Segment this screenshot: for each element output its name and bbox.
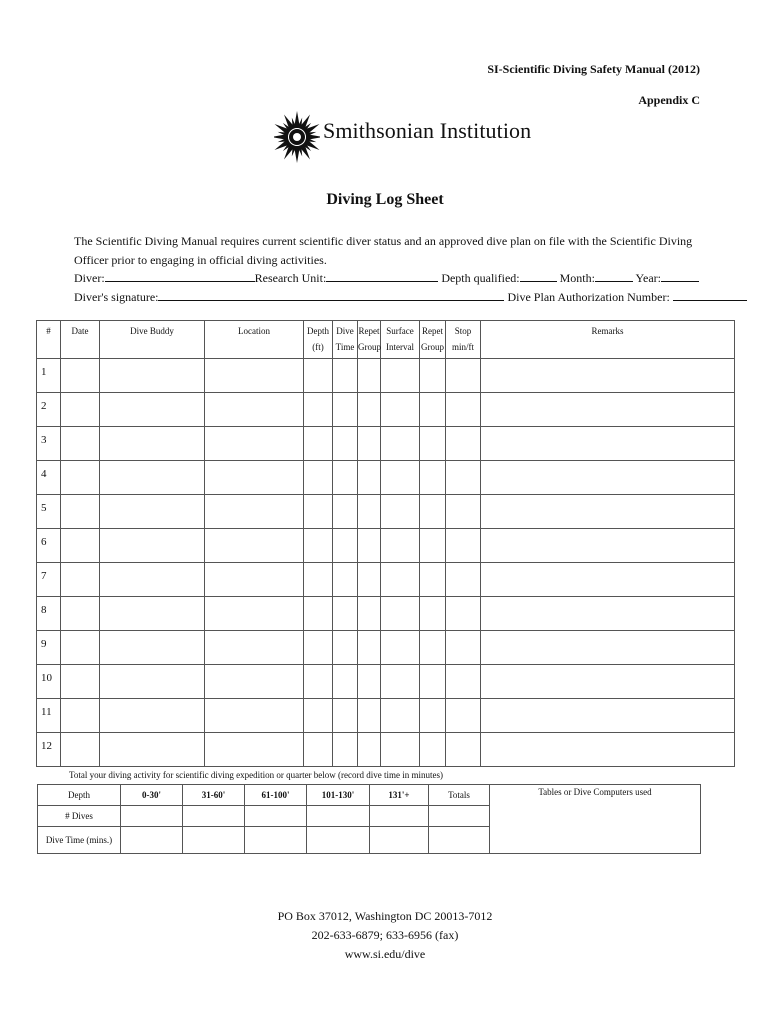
log-cell[interactable]: [420, 597, 446, 631]
log-cell[interactable]: [381, 733, 420, 767]
log-cell[interactable]: [100, 665, 205, 699]
log-cell[interactable]: [61, 461, 100, 495]
log-cell[interactable]: [420, 393, 446, 427]
time-cell[interactable]: [183, 827, 245, 854]
log-cell[interactable]: [333, 359, 358, 393]
log-cell[interactable]: [481, 495, 735, 529]
log-cell[interactable]: [446, 563, 481, 597]
log-cell[interactable]: [481, 427, 735, 461]
log-cell[interactable]: [61, 563, 100, 597]
dives-cell[interactable]: [370, 806, 429, 827]
tables-or-computers[interactable]: [490, 785, 701, 854]
table-row: [37, 631, 735, 665]
log-cell[interactable]: [304, 495, 333, 529]
table-row: [37, 733, 735, 767]
col-surface-interval: Surface Interval: [381, 321, 420, 359]
log-cell[interactable]: [381, 495, 420, 529]
log-cell[interactable]: [420, 699, 446, 733]
intro-text: The Scientific Diving Manual requires current scientific diver status and an approved dive plan on file with the Scientific Diving Officer prior to engaging in official diving activities.: [74, 234, 693, 267]
footer-web: www.si.edu/dive: [344, 947, 426, 961]
smithsonian-sunburst-icon: [274, 108, 320, 166]
log-cell[interactable]: [381, 393, 420, 427]
log-cell[interactable]: [61, 665, 100, 699]
time-cell[interactable]: [307, 827, 370, 854]
row-number: 7: [37, 563, 61, 597]
log-cell[interactable]: [205, 665, 304, 699]
log-cell[interactable]: [61, 427, 100, 461]
log-cell[interactable]: [381, 699, 420, 733]
log-cell[interactable]: [100, 393, 205, 427]
research-unit-label: Research Unit:: [254, 271, 327, 285]
log-cell[interactable]: [100, 597, 205, 631]
log-cell[interactable]: [481, 733, 735, 767]
log-cell[interactable]: [304, 665, 333, 699]
log-cell[interactable]: [205, 631, 304, 665]
footer-phone: 202-633-6879; 633-6956 (fax): [311, 928, 459, 942]
table-row: [37, 393, 735, 427]
org-name: Smithsonian Institution: [323, 118, 532, 143]
log-cell[interactable]: [481, 393, 735, 427]
dive-log-table: [36, 320, 735, 767]
log-cell[interactable]: [205, 495, 304, 529]
log-cell[interactable]: [100, 733, 205, 767]
log-cell[interactable]: [381, 529, 420, 563]
log-cell[interactable]: [420, 733, 446, 767]
table-row: [37, 597, 735, 631]
log-cell[interactable]: [420, 529, 446, 563]
col-repet-group-2: Repet Group: [420, 321, 446, 359]
range-31-60: 31-60': [183, 785, 245, 806]
col-date: Date: [61, 321, 100, 359]
log-cell[interactable]: [333, 495, 358, 529]
dives-cell[interactable]: [121, 806, 183, 827]
log-cell[interactable]: [481, 631, 735, 665]
log-cell[interactable]: [358, 665, 381, 699]
totals-label: Totals: [429, 785, 490, 806]
log-cell[interactable]: [481, 461, 735, 495]
range-101-130: 101-130': [307, 785, 370, 806]
col-depth: Depth (ft): [304, 321, 333, 359]
log-cell[interactable]: [100, 427, 205, 461]
log-cell[interactable]: [333, 733, 358, 767]
log-cell[interactable]: [481, 529, 735, 563]
log-cell[interactable]: [100, 699, 205, 733]
year-label: Year:: [635, 271, 661, 285]
col-stop: Stop min/ft: [446, 321, 481, 359]
totals-depth-row: [38, 785, 701, 806]
log-cell[interactable]: [205, 427, 304, 461]
time-cell[interactable]: [370, 827, 429, 854]
row-number: 11: [37, 699, 61, 733]
log-cell[interactable]: [420, 563, 446, 597]
appendix-label: Appendix C: [638, 93, 700, 107]
log-cell[interactable]: [205, 597, 304, 631]
log-cell[interactable]: [420, 665, 446, 699]
log-cell[interactable]: [446, 631, 481, 665]
log-cell[interactable]: [304, 631, 333, 665]
log-cell[interactable]: [61, 529, 100, 563]
log-cell[interactable]: [333, 393, 358, 427]
month-label: Month:: [559, 271, 595, 285]
log-cell[interactable]: [358, 461, 381, 495]
log-cell[interactable]: [304, 733, 333, 767]
table-row: [37, 665, 735, 699]
log-cell[interactable]: [481, 359, 735, 393]
log-cell[interactable]: [100, 495, 205, 529]
log-cell[interactable]: [381, 461, 420, 495]
col-location: Location: [205, 321, 304, 359]
log-cell[interactable]: [61, 495, 100, 529]
row-number: 5: [37, 495, 61, 529]
diver-field[interactable]: [105, 270, 255, 282]
dive-time-label: Dive Time (mins.): [38, 827, 121, 854]
log-cell[interactable]: [205, 393, 304, 427]
log-cell[interactable]: [446, 359, 481, 393]
log-cell[interactable]: [304, 529, 333, 563]
depth-qualified-label: Depth qualified:: [441, 271, 520, 285]
research-unit-field[interactable]: [326, 270, 438, 282]
signature-field[interactable]: [158, 289, 504, 301]
range-0-30: 0-30': [121, 785, 183, 806]
log-cell[interactable]: [381, 665, 420, 699]
col-repet-group: Repet Group: [358, 321, 381, 359]
log-cell[interactable]: [304, 427, 333, 461]
log-cell[interactable]: [446, 393, 481, 427]
table-row: [37, 563, 735, 597]
row-number: 3: [37, 427, 61, 461]
dives-cell[interactable]: [307, 806, 370, 827]
range-61-100: 61-100': [245, 785, 307, 806]
log-cell[interactable]: [333, 427, 358, 461]
page-title: Diving Log Sheet: [326, 191, 444, 208]
depth-label: Depth: [38, 785, 121, 806]
log-cell[interactable]: [205, 733, 304, 767]
log-cell[interactable]: [205, 699, 304, 733]
log-cell[interactable]: [381, 427, 420, 461]
log-cell[interactable]: [446, 427, 481, 461]
col-number: #: [37, 321, 61, 359]
diver-info-row: [74, 270, 699, 286]
log-cell[interactable]: [358, 733, 381, 767]
totals-caption: Total your diving activity for scientific diving expedition or quarter below (record dive time in minutes): [69, 770, 444, 780]
log-cell[interactable]: [304, 699, 333, 733]
row-number: 6: [37, 529, 61, 563]
log-cell[interactable]: [446, 699, 481, 733]
time-cell[interactable]: [429, 827, 490, 854]
log-cell[interactable]: [304, 359, 333, 393]
log-cell[interactable]: [61, 393, 100, 427]
log-cell[interactable]: [420, 427, 446, 461]
log-cell[interactable]: [358, 495, 381, 529]
dives-cell[interactable]: [429, 806, 490, 827]
log-cell[interactable]: [333, 597, 358, 631]
log-cell[interactable]: [100, 359, 205, 393]
log-cell[interactable]: [333, 699, 358, 733]
row-number: 1: [37, 359, 61, 393]
log-cell[interactable]: [420, 359, 446, 393]
log-cell[interactable]: [358, 427, 381, 461]
row-number: 2: [37, 393, 61, 427]
log-cell[interactable]: [420, 461, 446, 495]
footer: [0, 907, 770, 964]
log-cell[interactable]: [61, 733, 100, 767]
dives-cell[interactable]: [183, 806, 245, 827]
log-cell[interactable]: [61, 699, 100, 733]
log-cell[interactable]: [304, 461, 333, 495]
col-dive-buddy: Dive Buddy: [100, 321, 205, 359]
log-cell[interactable]: [205, 461, 304, 495]
log-cell[interactable]: [205, 529, 304, 563]
footer-address: PO Box 37012, Washington DC 20013-7012: [277, 909, 493, 923]
log-cell[interactable]: [358, 699, 381, 733]
log-cell[interactable]: [358, 597, 381, 631]
table-row: [37, 427, 735, 461]
log-cell[interactable]: [446, 495, 481, 529]
table-row: [37, 359, 735, 393]
table-row: [37, 699, 735, 733]
log-cell[interactable]: [446, 733, 481, 767]
depth-qualified-field[interactable]: [520, 270, 557, 282]
log-cell[interactable]: [333, 563, 358, 597]
log-cell[interactable]: [333, 529, 358, 563]
log-cell[interactable]: [304, 597, 333, 631]
log-cell[interactable]: [420, 495, 446, 529]
row-number: 10: [37, 665, 61, 699]
log-cell[interactable]: [446, 529, 481, 563]
log-cell[interactable]: [358, 631, 381, 665]
log-cell[interactable]: [61, 597, 100, 631]
manual-title: SI-Scientific Diving Safety Manual (2012): [487, 62, 700, 76]
log-cell[interactable]: [100, 563, 205, 597]
log-header-row: [37, 321, 735, 359]
log-cell[interactable]: [446, 461, 481, 495]
row-number: 4: [37, 461, 61, 495]
log-cell[interactable]: [381, 563, 420, 597]
plan-number-field[interactable]: [673, 289, 747, 301]
log-cell[interactable]: [358, 529, 381, 563]
log-cell[interactable]: [481, 563, 735, 597]
log-cell[interactable]: [481, 597, 735, 631]
time-cell[interactable]: [245, 827, 307, 854]
log-cell[interactable]: [358, 359, 381, 393]
log-cell[interactable]: [304, 563, 333, 597]
log-cell[interactable]: [205, 359, 304, 393]
table-row: [37, 461, 735, 495]
log-cell[interactable]: [481, 665, 735, 699]
log-cell[interactable]: [420, 631, 446, 665]
signature-label: Diver's signature:: [74, 290, 159, 304]
log-cell[interactable]: [481, 699, 735, 733]
log-cell[interactable]: [304, 393, 333, 427]
row-number: 8: [37, 597, 61, 631]
col-dive-time: Dive Time: [333, 321, 358, 359]
month-field[interactable]: [595, 270, 633, 282]
log-cell[interactable]: [446, 665, 481, 699]
log-cell[interactable]: [205, 563, 304, 597]
log-cell[interactable]: [61, 359, 100, 393]
diver-label: Diver:: [74, 271, 105, 285]
log-cell[interactable]: [358, 393, 381, 427]
log-cell[interactable]: [333, 631, 358, 665]
log-cell[interactable]: [358, 563, 381, 597]
signature-row: [74, 289, 747, 305]
log-cell[interactable]: [381, 597, 420, 631]
log-cell[interactable]: [381, 359, 420, 393]
dives-cell[interactable]: [245, 806, 307, 827]
log-cell[interactable]: [61, 631, 100, 665]
log-cell[interactable]: [333, 665, 358, 699]
time-cell[interactable]: [121, 827, 183, 854]
log-cell[interactable]: [446, 597, 481, 631]
log-cell[interactable]: [100, 461, 205, 495]
log-cell[interactable]: [333, 461, 358, 495]
log-cell[interactable]: [100, 529, 205, 563]
table-row: [37, 495, 735, 529]
col-remarks: Remarks: [481, 321, 735, 359]
dives-label: # Dives: [38, 806, 121, 827]
row-number: 12: [37, 733, 61, 767]
log-cell[interactable]: [381, 631, 420, 665]
log-cell[interactable]: [100, 631, 205, 665]
plan-number-label: Dive Plan Authorization Number:: [507, 290, 670, 304]
totals-table: [37, 784, 701, 854]
tables-label: Tables or Dive Computers used: [538, 787, 652, 797]
year-field[interactable]: [661, 270, 699, 282]
table-row: [37, 529, 735, 563]
row-number: 9: [37, 631, 61, 665]
range-131-plus: 131'+: [370, 785, 429, 806]
